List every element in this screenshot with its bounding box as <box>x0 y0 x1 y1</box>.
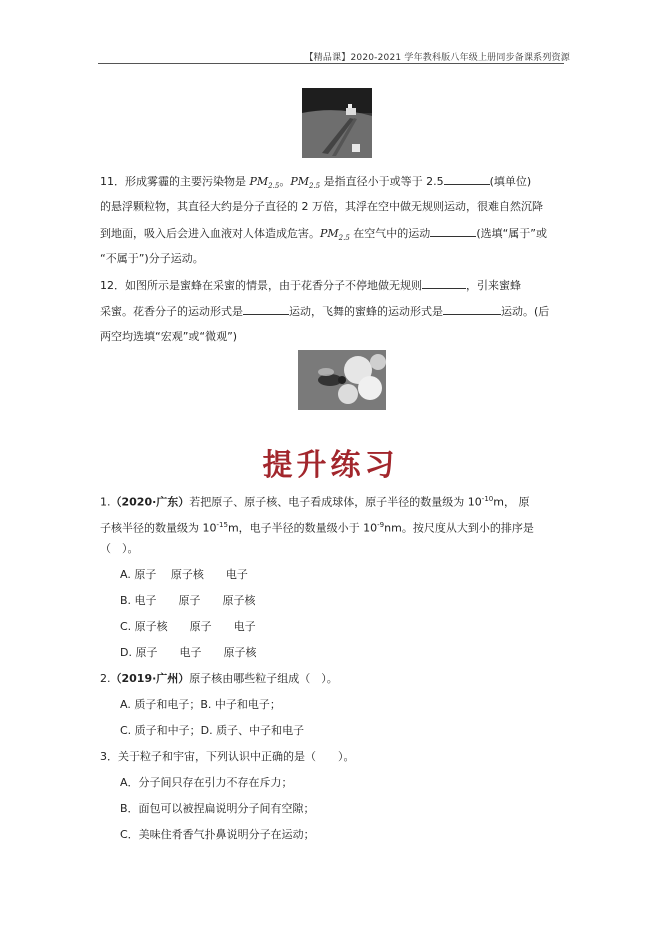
q11-text-1b: 。 <box>279 175 291 188</box>
section-title: 提升练习 <box>262 448 399 483</box>
p1-exp-3: -9 <box>377 521 385 529</box>
p1-line-1 <box>100 492 529 510</box>
pm-subscript-3: 2.5 <box>338 234 350 243</box>
p1-text-1d: m， 原 <box>493 495 530 509</box>
pm-label: PM <box>249 175 269 188</box>
p1-text-2b: m，电子半径的数量级小于 10 <box>227 521 378 535</box>
header-divider <box>98 63 564 64</box>
q11-text-3a: 到地面，吸入后会进入血液对人体造成危害。 <box>100 227 320 240</box>
p3-option-c[interactable]: C．美味住肴香气扑鼻说明分子在运动； <box>120 828 315 841</box>
p1-option-a[interactable]: A. 原子 原子核 电子 <box>120 568 248 581</box>
p1-exp-2: -15 <box>216 521 228 529</box>
q11-text-3b: 在空气中的运动 <box>349 227 431 240</box>
q11-line-3 <box>100 226 547 245</box>
q12-text-2a: 采蜜。花香分子的运动形式是 <box>100 305 243 318</box>
pm-subscript: 2.5 <box>268 182 280 191</box>
p3-line-1: 3．关于粒子和宇宙，下列认识中正确的是（ ）。 <box>100 750 355 763</box>
q12-blank-3[interactable] <box>443 304 501 315</box>
q12-blank-1[interactable] <box>422 278 466 289</box>
p3-option-b[interactable]: B．面包可以被捏扁说明分子间有空隙； <box>120 802 315 815</box>
q11-text-1a: 11．形成雾霾的主要污染物是 <box>100 175 250 188</box>
p3-option-a[interactable]: A．分子间只存在引力不存在斥力； <box>120 776 293 789</box>
pm-label-3: PM <box>320 227 339 240</box>
p2-line-1 <box>100 672 338 686</box>
q11-text-1c: 是指直径小于或等于 2.5 <box>320 175 444 188</box>
pm-label-2: PM <box>290 175 309 188</box>
page-header: 【精品课】2020-2021 学年教科版八年级上册同步备课系列资源 <box>304 53 570 63</box>
p1-option-c[interactable]: C. 原子核 原子 电子 <box>120 620 256 633</box>
q11-blank-2[interactable] <box>430 226 476 237</box>
q12-line-1 <box>100 278 521 293</box>
p1-number: 1. <box>100 495 111 509</box>
lunar-rover-photo <box>302 88 372 158</box>
q11-line-4: “不属于”)分子运动。 <box>100 252 204 265</box>
p1-option-b[interactable]: B. 电子 原子 原子核 <box>120 594 256 607</box>
pm-subscript-2: 2.5 <box>308 182 321 191</box>
q11-text-3c: (选填“属于”或 <box>476 227 548 240</box>
q12-text-1b: ，引来蜜蜂 <box>466 279 521 292</box>
q12-line-3: 两空均选填“宏观”或“微观”) <box>100 330 238 343</box>
p1-exp-1: -10 <box>481 495 494 503</box>
q12-text-2b: 运动，飞舞的蜜蜂的运动形式是 <box>289 305 443 318</box>
p2-number: 2. <box>100 672 111 685</box>
p1-text-1c: 若把原子、原子核、电子看成球体，原子半径的数量级为 10 <box>189 495 482 509</box>
p1-line-3: （ ）。 <box>100 542 139 555</box>
p1-text-2a: 子核半径的数量级为 10 <box>100 521 217 535</box>
q12-text-1a: 12．如图所示是蜜蜂在采蜜的情景，由于花香分子不停地做无规则 <box>100 279 422 292</box>
bee-on-flowers-photo <box>298 350 386 410</box>
p2-text-1c: 原子核由哪些粒子组成（ ）。 <box>189 672 338 685</box>
p1-option-d[interactable]: D. 原子 电子 原子核 <box>120 646 257 659</box>
q12-text-2c: 运动。(后 <box>501 305 550 318</box>
p2-source: （2019·广州） <box>110 672 190 685</box>
q12-blank-2[interactable] <box>243 304 289 315</box>
q11-line-2: 的悬浮颗粒物，其直径大约是分子直径的 2 万倍，其浮在空中做无规则运动，很难自然沉降 <box>100 200 543 213</box>
p2-options-cd[interactable]: C. 质子和中子；D. 质子、中子和电子 <box>120 724 305 737</box>
p1-source: （2020·广东） <box>110 495 190 509</box>
q12-line-2 <box>100 304 549 319</box>
q11-line-1 <box>100 174 531 193</box>
p1-line-2 <box>100 518 534 536</box>
p1-text-2c: nm。按尺度从大到小的排序是 <box>384 521 534 535</box>
p2-options-ab[interactable]: A. 质子和电子；B. 中子和电子； <box>120 698 281 711</box>
q11-text-1d: (填单位) <box>489 175 532 188</box>
q11-blank-1[interactable] <box>444 174 490 185</box>
